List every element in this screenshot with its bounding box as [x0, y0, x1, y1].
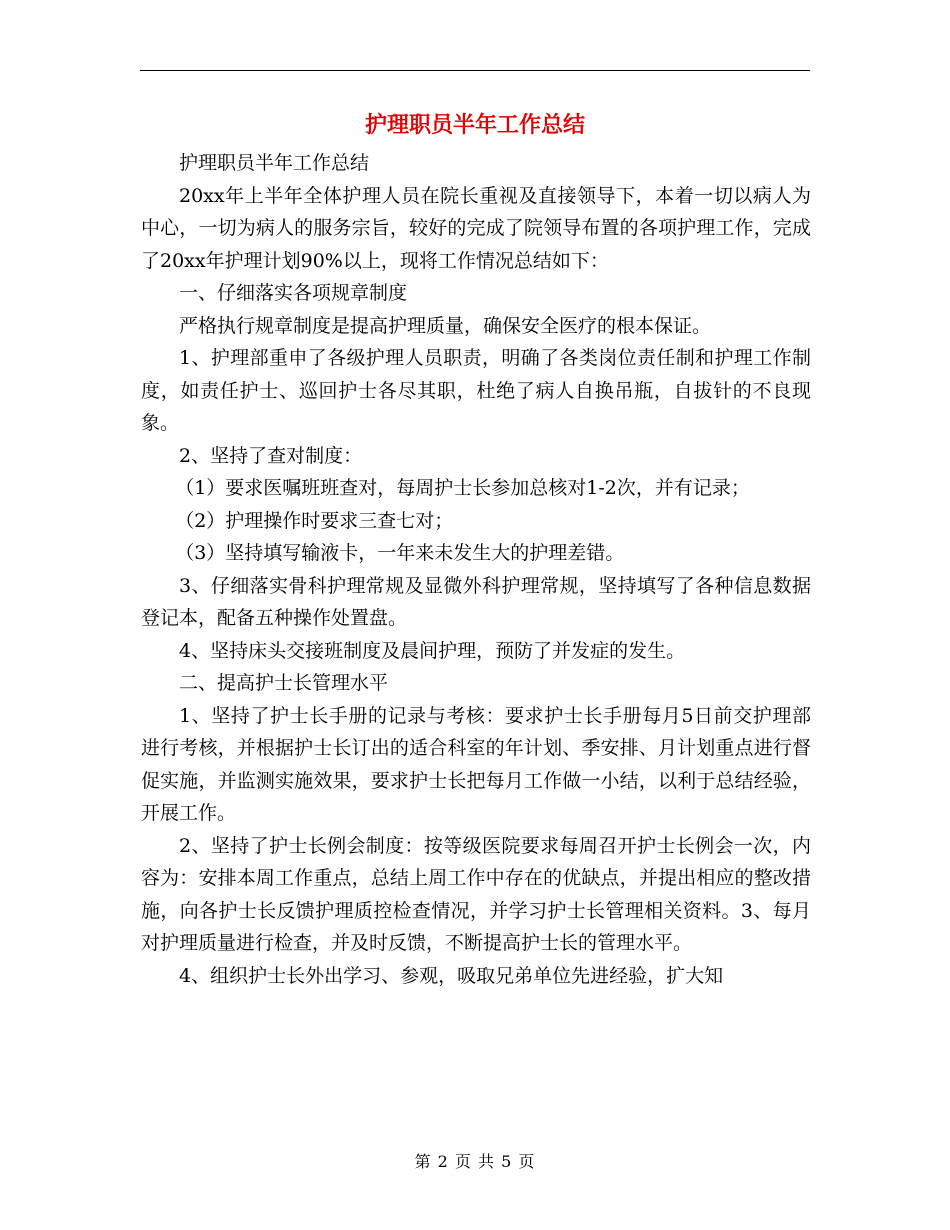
page-number: 第 2 页 共 5 页 — [414, 1152, 536, 1171]
section-heading: 二、提高护士长管理水平 — [179, 672, 389, 694]
paragraph: 护理职员半年工作总结 — [179, 152, 370, 174]
paragraph: 2、坚持了护士长例会制度：按等级医院要求每周召开护士长例会一次，内容为：安排本周工作重点，总结上周工作中存在的优缺点，并提出相应的整改措施，向各护士长反馈护理质控检查情况，并学习护士长管理相关资料。3、每月对护理质量进行检查，并及时反馈，不断提高护士长的管理水平。 — [141, 834, 811, 954]
list-item: （2）护理操作时要求三查七对； — [175, 509, 454, 532]
paragraph: 3、仔细落实骨科护理常规及显微外科护理常规，坚持填写了各种信息数据登记本，配备五种操作处置盘。 — [141, 574, 811, 629]
section-heading: 一、仔细落实各项规章制度 — [179, 282, 408, 304]
header-rule — [140, 70, 810, 71]
paragraph: 4、组织护士长外出学习、参观，吸取兄弟单位先进经验，扩大知 — [179, 964, 724, 987]
document-body — [141, 147, 811, 992]
paragraph: 20xx年上半年全体护理人员在院长重视及直接领导下，本着一切以病人为中心，一切为病人的服务宗旨，较好的完成了院领导布置的各项护理工作，完成了20xx年护理计划90%以上，现将工作情况总结如下： — [141, 184, 811, 272]
list-item: （1）要求医嘱班班查对，每周护士长参加总核对1-2次，并有记录； — [175, 477, 750, 499]
paragraph: 1、护理部重申了各级护理人员职责，明确了各类岗位责任制和护理工作制度，如责任护士、巡回护士各尽其职，杜绝了病人自换吊瓶，自拔针的不良现象。 — [141, 347, 811, 434]
paragraph: 4、坚持床头交接班制度及晨间护理，预防了并发症的发生。 — [179, 639, 686, 662]
document-title: 护理职员半年工作总结 — [364, 112, 585, 138]
list-item: （3）坚持填写输液卡，一年来未发生大的护理差错。 — [175, 542, 625, 564]
paragraph: 1、坚持了护士长手册的记录与考核：要求护士长手册每月5日前交护理部进行考核，并根据护士长订出的适合科室的年计划、季安排、月计划重点进行督促实施，并监测实施效果，要求护士长把每月工作做一小结，以利于总结经验，开展工作。 — [141, 704, 811, 824]
paragraph: 2、坚持了查对制度： — [179, 444, 363, 467]
paragraph: 严格执行规章制度是提高护理质量，确保安全医疗的根本保证。 — [179, 314, 712, 337]
